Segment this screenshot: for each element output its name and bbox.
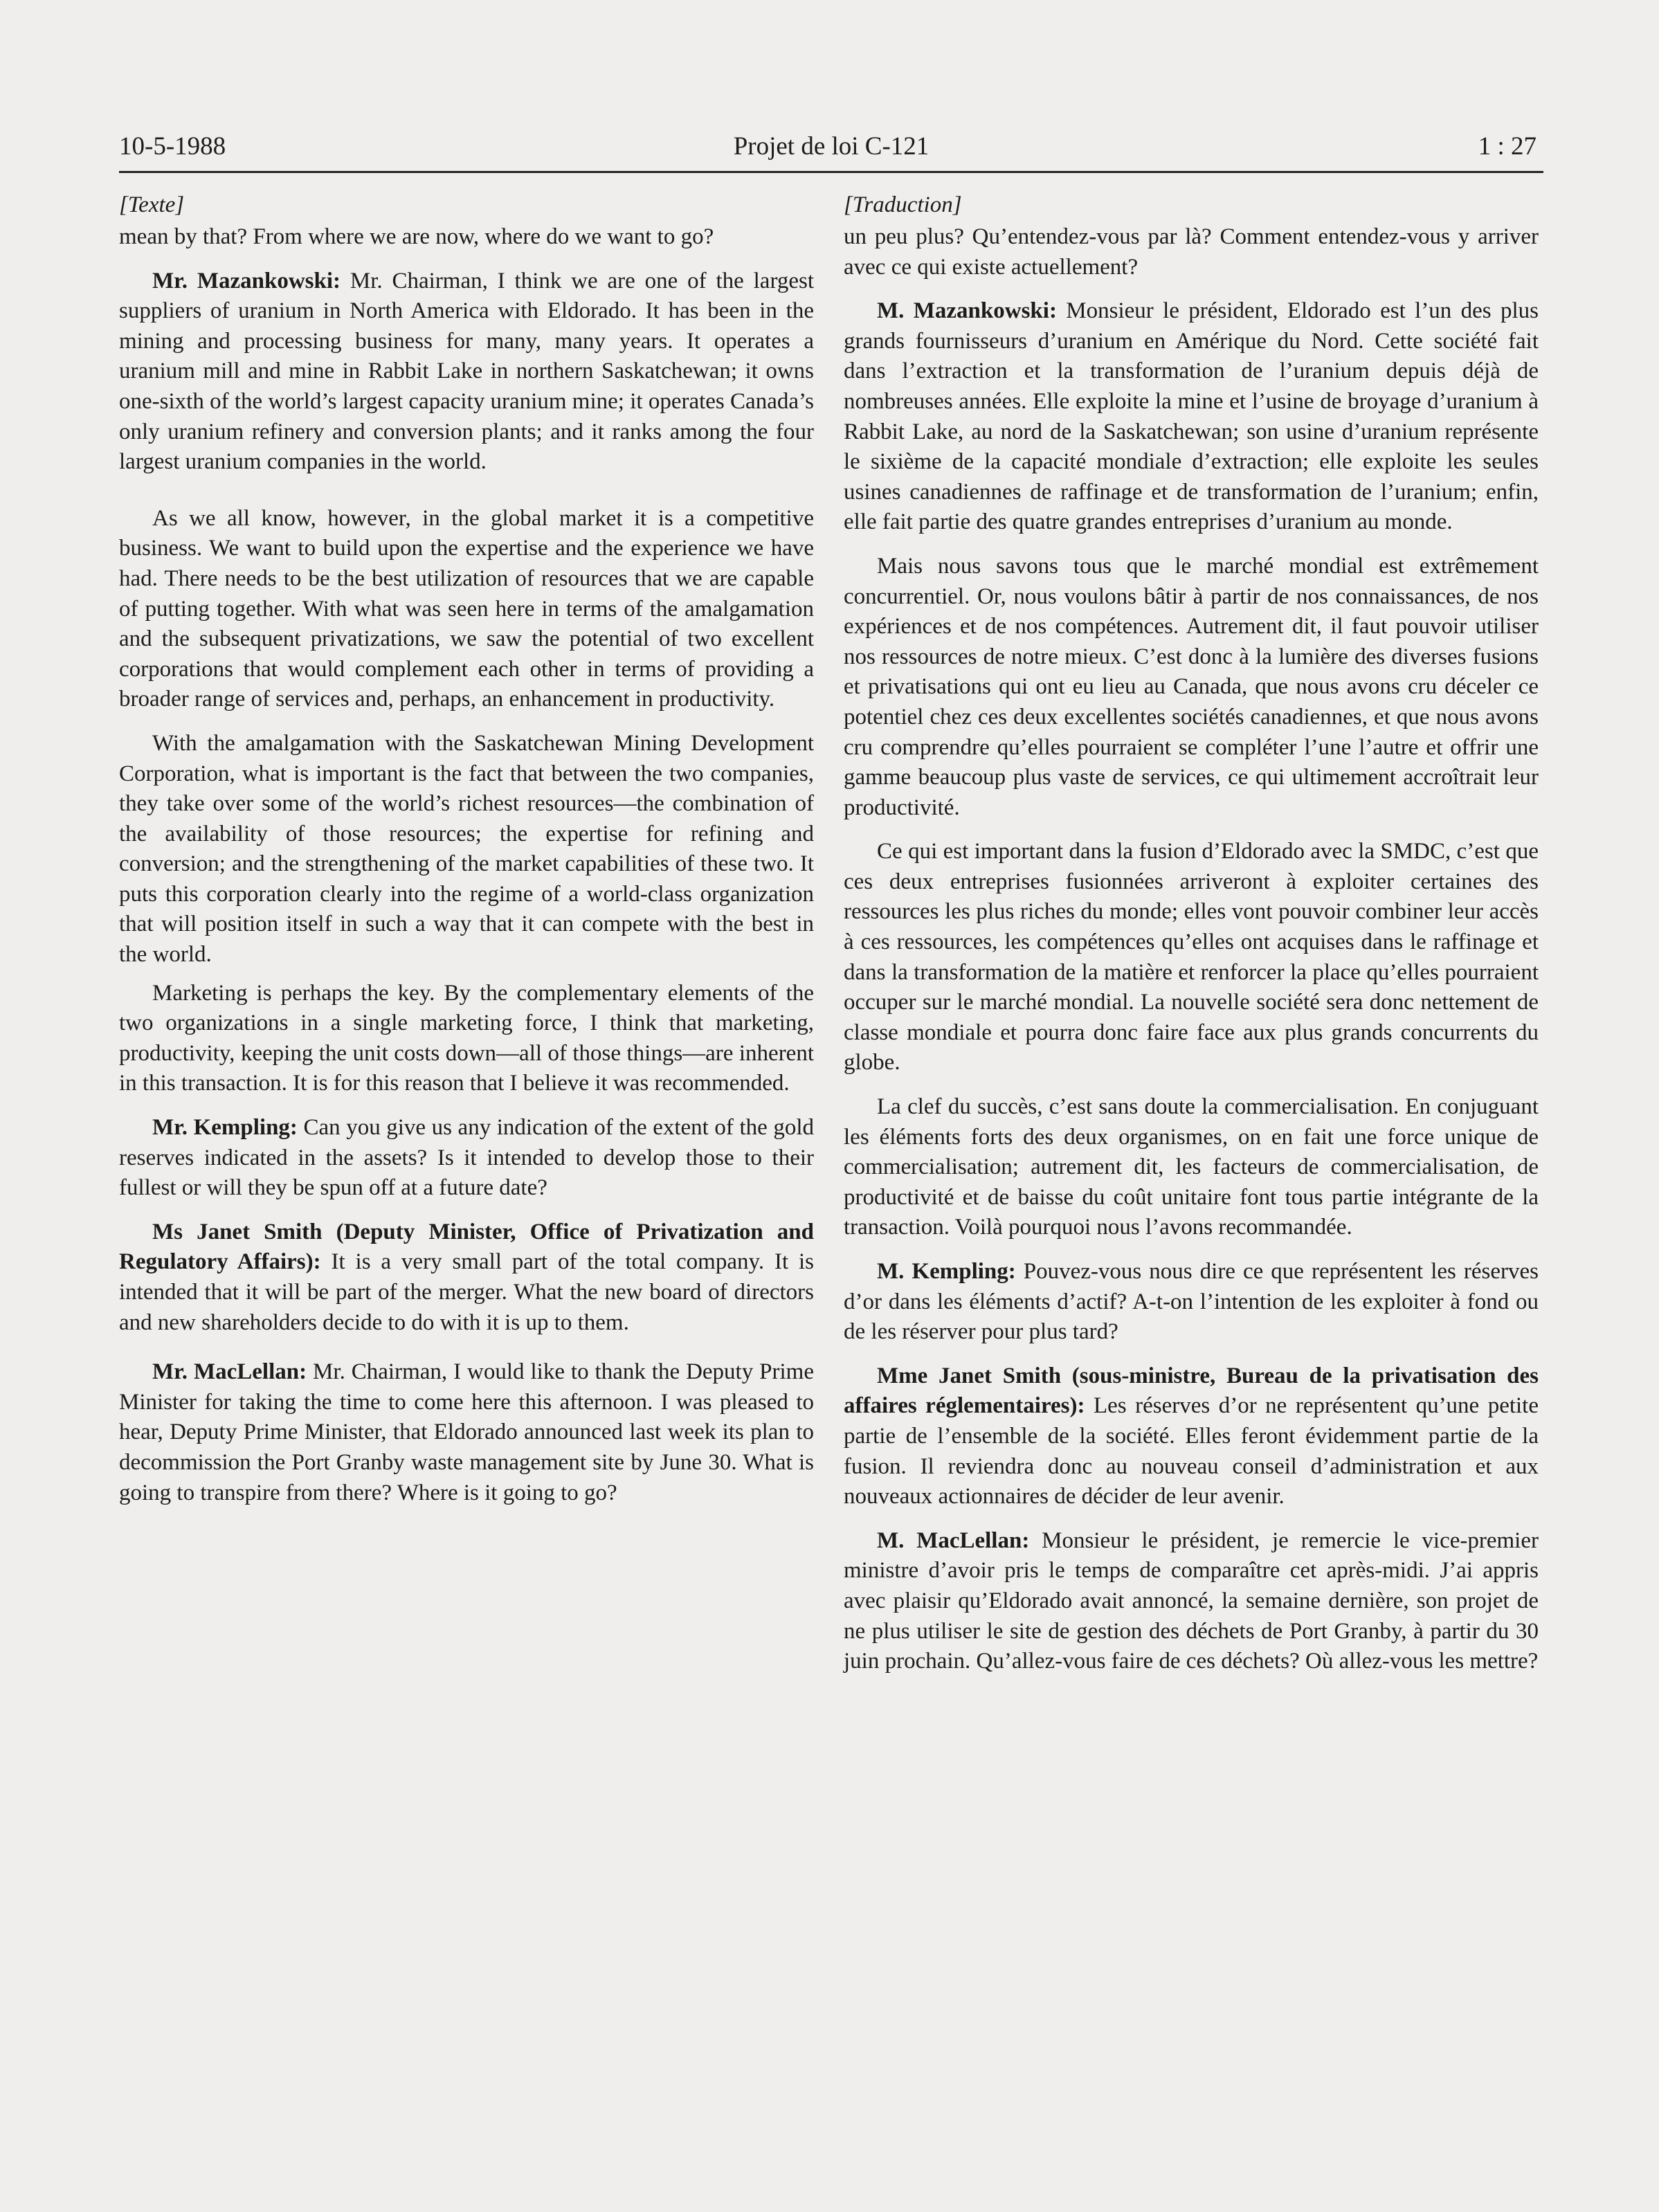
paragraph: un peu plus? Qu’entendez-vous par là? Comment entendez-vous y arriver avec ce qui existe actuellement? [844,224,1539,280]
paragraph: With the amalgamation with the Saskatchewan Mining Development Corporation, what is important is the fact that between the two companies, they take over some of the world’s richest resources—the combination of the availability of those resources; the expertise for refining and conversion; and the strengthening of the market capabilities of these two. It puts this corporation clearly into the regime of a world-class organization that will position itself in such a way that it can compete with the best in the world. [119,730,814,968]
paragraph: La clef du succès, c’est sans doute la commercialisation. En conjuguant les éléments forts des deux organismes, on en fait une force unique de commercialisation; autrement dit, les facteurs de commercialisation, de productivité et de baisse du coût unitaire font tous partie intégrante de la transaction. Voilà pourquoi nous l’avons recommandée. [844,1094,1539,1240]
speaker-name: Mme Janet Smith (sous-ministre, Bureau de la privatisation des affaires réglementaires): [844,1363,1539,1419]
speech-text: Pouvez-vous nous dire ce que représentent les réserves d’or dans les éléments d’actif? A-t-on l’intention de les exploiter à fond ou de les réserver pour plus tard? [844,1259,1539,1345]
speech-text: It is a very small part of the total company. It is intended that it will be part of the merger. What the new board of directors and new shareholders decide to do with it is up to them. [119,1249,814,1335]
paragraph [844,1526,1539,1677]
speech-text: Mr. Chairman, I think we are one of the largest suppliers of uranium in North America with Eldorado. It has been in the mining and processing business for many, many years. It operates a uranium mill and mine in Rabbit Lake in northern Saskatchewan; it owns one-sixth of the world’s largest capacity uranium mine; it operates Canada’s only uranium refinery and conversion plants; and it ranks among the four largest uranium companies in the world. [119,268,814,475]
paragraph [844,296,1539,538]
header-rule [119,171,1543,173]
speaker-name: M. Mazankowski: [877,298,1057,324]
speech-text: Monsieur le président, je remercie le vice-premier ministre d’avoir pris le temps de comparaître cet après-midi. J’ai appris avec plaisir qu’Eldorado avait annoncé, la semaine dernière, son projet de ne plus utiliser le site de gestion des déchets de Port Granby, à partir du 30 juin prochain. Qu’allez-vous faire de ces déchets? Où allez-vous les mettre? [844,1527,1539,1674]
header-date: 10-5-1988 [119,132,226,161]
speaker-name: Mr. MacLellan: [152,1359,307,1385]
speech-text: Mr. Chairman, I would like to thank the Deputy Prime Minister for taking the time to come here this afternoon. I was pleased to hear, Deputy Prime Minister, that Eldorado announced last week its plan to decommission the Port Granby waste management site by June 30. What is going to transpire from there? Where is it going to go? [119,1359,814,1505]
language-label-french: [Traduction] [844,192,962,217]
paragraph [844,1257,1539,1348]
paragraph: As we all know, however, in the global market it is a competitive business. We want to build upon the expertise and the experience we have had. There needs to be the best utilization of resources that we are capable of putting together. With what was seen here in terms of the amalgamation and the subsequent privatizations, we saw the potential of two excellent corporations that would complement each other in terms of providing a broader range of services and, perhaps, an enhancement in productivity. [119,505,814,712]
paragraph: Ce qui est important dans la fusion d’Eldorado avec la SMDC, c’est que ces deux entreprises fusionnées arriveront à exploiter certaines des ressources les plus riches du monde; elles vont pouvoir combiner leur accès à ces ressources, les compétences qu’elles ont acquises dans le raffinage et dans la transformation de la matière et renforcer la place qu’elles pourraient occuper sur le marché mondial. La nouvelle société sera donc nettement de classe mondiale et pourra donc faire face aux plus grands concurrents du globe. [844,839,1539,1076]
header-title: Projet de loi C-121 [733,132,930,161]
paragraph [119,266,814,478]
speaker-name: M. MacLellan: [877,1527,1030,1553]
speaker-name: Mr. Mazankowski: [152,268,341,293]
paragraph: mean by that? From where we are now, where do we want to go? [119,224,714,249]
page-header [119,132,1543,170]
paragraph: Marketing is perhaps the key. By the complementary elements of the two organizations in a single marketing force, I think that marketing, productivity, keeping the unit costs down—all of those things—are inherent in this transaction. It is for this reason that I believe it was recommended. [119,980,814,1096]
speech-text: Can you give us any indication of the extent of the gold reserves indicated in the assets? Is it intended to develop those to their fullest or will they be spun off at a future date? [119,1115,814,1201]
language-label-english: [Texte] [119,192,185,217]
page-number: 1 : 27 [1478,132,1536,161]
speaker-name: Ms Janet Smith (Deputy Minister, Office of Privatization and Regulatory Affairs): [119,1219,814,1275]
speaker-name: Mr. Kempling: [152,1115,298,1141]
paragraph [119,1113,814,1204]
english-column [119,190,814,1522]
paragraph [844,1361,1539,1512]
speech-text: Monsieur le président, Eldorado est l’un des plus grands fournisseurs d’uranium en Amérique du Nord. Cette société fait dans l’extraction et la transformation de l’uranium depuis déjà de nombreuses années. Elle exploite la mine et l’usine de broyage d’uranium à Rabbit Lake, au nord de la Saskatchewan; son usine d’uranium représente le sixième de la capacité mondiale d’extraction; elle exploite les seules usines canadiennes de raffinage et de transformation de l’uranium; enfin, elle fait partie des quatre grandes entreprises d’uranium au monde. [844,298,1539,535]
paragraph [119,1217,814,1338]
speech-text: Les réserves d’or ne représentent qu’une petite partie de l’ensemble de la société. Elles feront évidemment partie de la fusion. Il reviendra donc au nouveau conseil d’administration et aux nouveaux actionnaires de décider de leur avenir. [844,1393,1539,1510]
paragraph [119,1357,814,1508]
french-column [844,190,1539,1691]
speaker-name: M. Kempling: [877,1259,1016,1284]
paragraph: Mais nous savons tous que le marché mondial est extrêmement concurrentiel. Or, nous voulons bâtir à partir de nos connaissances, de nos expériences et de nos compétences. Autrement dit, il faut pouvoir utiliser nos ressources de notre mieux. C’est donc à la lumière des diverses fusions et privatisations qui ont eu lieu au Canada, que nous avons cru déceler ce potentiel chez ces deux excellentes sociétés canadiennes, et que nous avons cru comprendre qu’elles pourraient se compléter l’une l’autre et offrir une gamme beaucoup plus vaste de services, ce qui ultimement accroîtrait leur productivité. [844,553,1539,820]
